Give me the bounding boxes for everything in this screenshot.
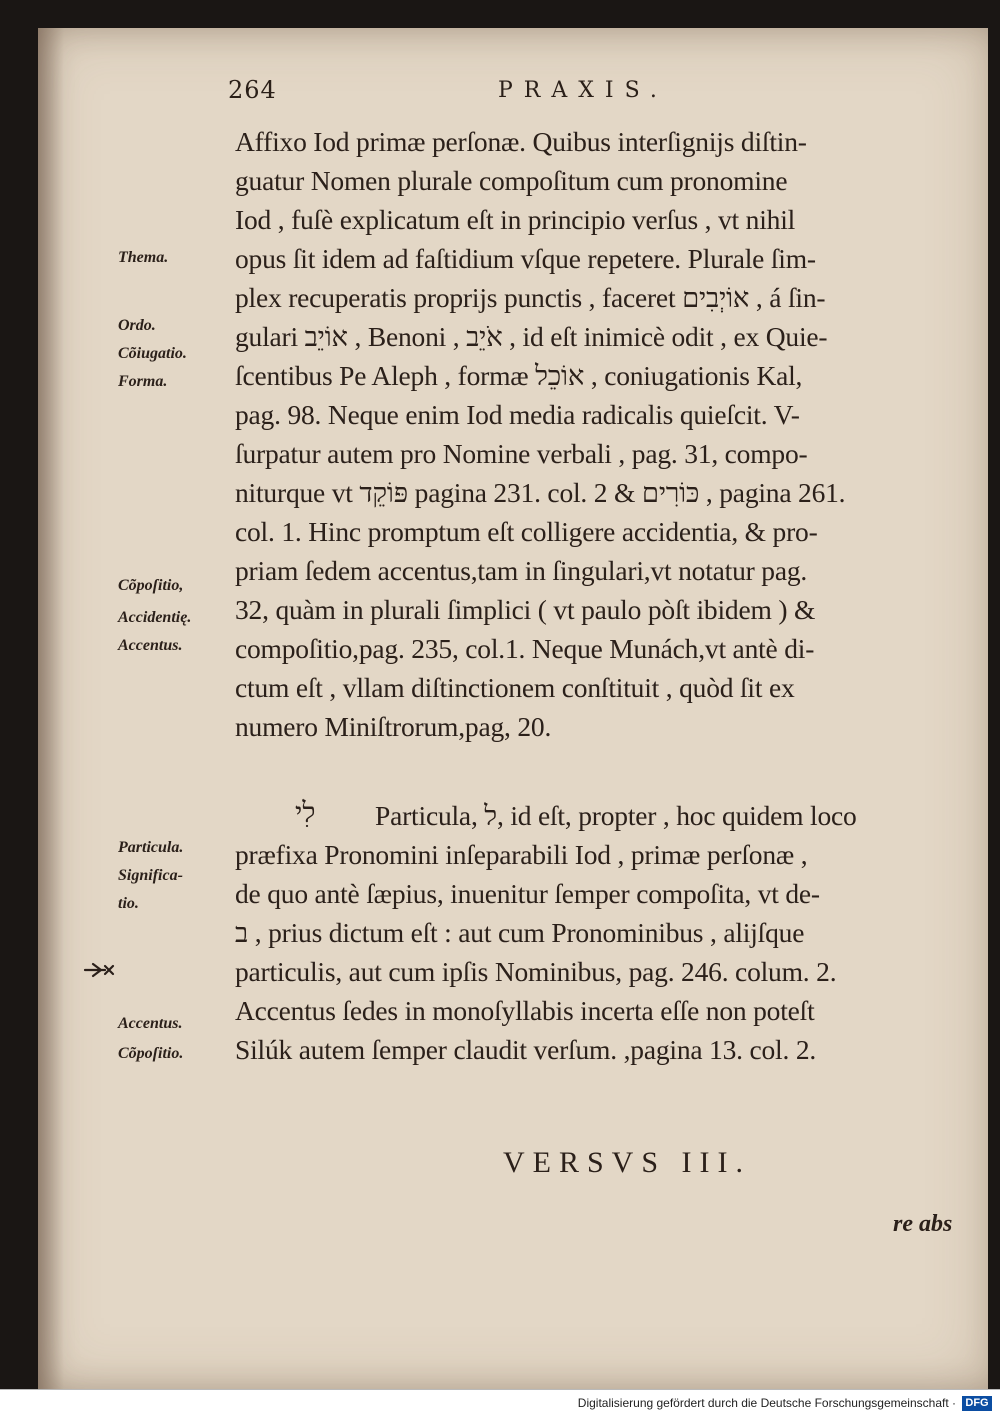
margin-note: Accentus.	[118, 1015, 183, 1032]
text-line: Silúk autem ſemper claudit verſum. ,pagina 13. col. 2.	[235, 1034, 817, 1065]
margin-note: Ordo.	[118, 317, 156, 334]
margin-note: Significa-	[118, 867, 183, 884]
text-line: plex recuperatis proprijs punctis , faceret אוֹיְבִים , á ſin-	[235, 282, 826, 313]
text-line: ſurpatur autem pro Nomine verbali , pag. 31, compo-	[235, 438, 808, 469]
catchword: re abs	[893, 1211, 953, 1237]
text-line: numero Miniſtrorum,pag, 20.	[235, 711, 552, 742]
margin-note: Cõpoſitio,	[118, 577, 184, 594]
text-line: pag. 98. Neque enim Iod media radicalis quieſcit. V-	[235, 399, 800, 430]
page-edge-stain	[38, 28, 64, 1390]
text-line: compoſitio,pag. 235, col.1. Neque Munách,vt antè di-	[235, 633, 815, 664]
text-line: niturque vt פּוֹקֵד pagina 231. col. 2 & כּוֹרִים , pagina 261.	[235, 477, 846, 508]
text-line: ſcentibus Pe Aleph , formæ אוֹכֵל , coniugationis Kal,	[235, 360, 803, 391]
running-head: PRAXIS.	[498, 78, 668, 103]
margin-note: Forma.	[118, 373, 168, 390]
text-line: præfixa Pronomini inſeparabili Iod , primæ perſonæ ,	[235, 839, 808, 870]
text-line: Affixo Iod primæ perſonæ. Quibus interſignijs diſtin-	[235, 126, 807, 157]
margin-note: Accentus.	[118, 637, 183, 654]
margin-note: Cõiugatio.	[118, 345, 187, 362]
text-line: de quo antè ſæpius, inuenitur ſemper compoſita, vt de-	[235, 878, 820, 909]
manicule-icon	[83, 960, 123, 980]
text-line: Particula, ל, id eſt, propter , hoc quidem loco	[375, 800, 857, 831]
text-line: priam ſedem accentus,tam in ſingulari,vt notatur pag.	[235, 555, 808, 586]
text-line: gulari אוֹיֵב , Benoni , אֹיֵב , id eſt inimicè odit , ex Quie-	[235, 321, 828, 352]
text-line: Accentus ſedes in monoſyllabis incerta eſſe non poteſt	[235, 995, 815, 1026]
section-heading: VERSVS III.	[503, 1146, 752, 1179]
digitization-footer	[0, 1389, 1000, 1418]
margin-note: Accidentię.	[118, 609, 192, 626]
book-page	[38, 28, 988, 1390]
margin-note: Particula.	[118, 839, 184, 856]
text-line: particulis, aut cum ipſis Nominibus, pag. 246. colum. 2.	[235, 956, 837, 987]
text-line: ב , prius dictum eſt : aut cum Pronominibus , alijſque	[235, 917, 805, 948]
text-line: opus ſit idem ad faſtidium vſque repetere. Plurale ſim-	[235, 243, 816, 274]
text-line: ctum eſt , vllam diſtinctionem conſtituit , quòd ſit ex	[235, 672, 795, 703]
text-line: col. 1. Hinc promptum eſt colligere accidentia, & pro-	[235, 516, 818, 547]
text-line: guatur Nomen plurale compoſitum cum pronomine	[235, 165, 788, 196]
margin-note: tio.	[118, 895, 139, 912]
page-header	[228, 76, 728, 116]
text-line: Iod , fuſè explicatum eſt in principio verſus , vt nihil	[235, 204, 796, 235]
margin-note: Thema.	[118, 249, 169, 266]
dfg-logo: DFG	[962, 1396, 992, 1411]
page-number: 264	[228, 76, 277, 104]
text-line: 32, quàm in plurali ſimplici ( vt paulo pòſt ibidem ) &	[235, 594, 816, 625]
hebrew-lemma: לִי	[295, 796, 316, 829]
margin-note: Cõpoſitio.	[118, 1045, 184, 1062]
footer-credit: Digitalisierung gefördert durch die Deutsche Forschungsgemeinschaft ·	[577, 1396, 956, 1410]
